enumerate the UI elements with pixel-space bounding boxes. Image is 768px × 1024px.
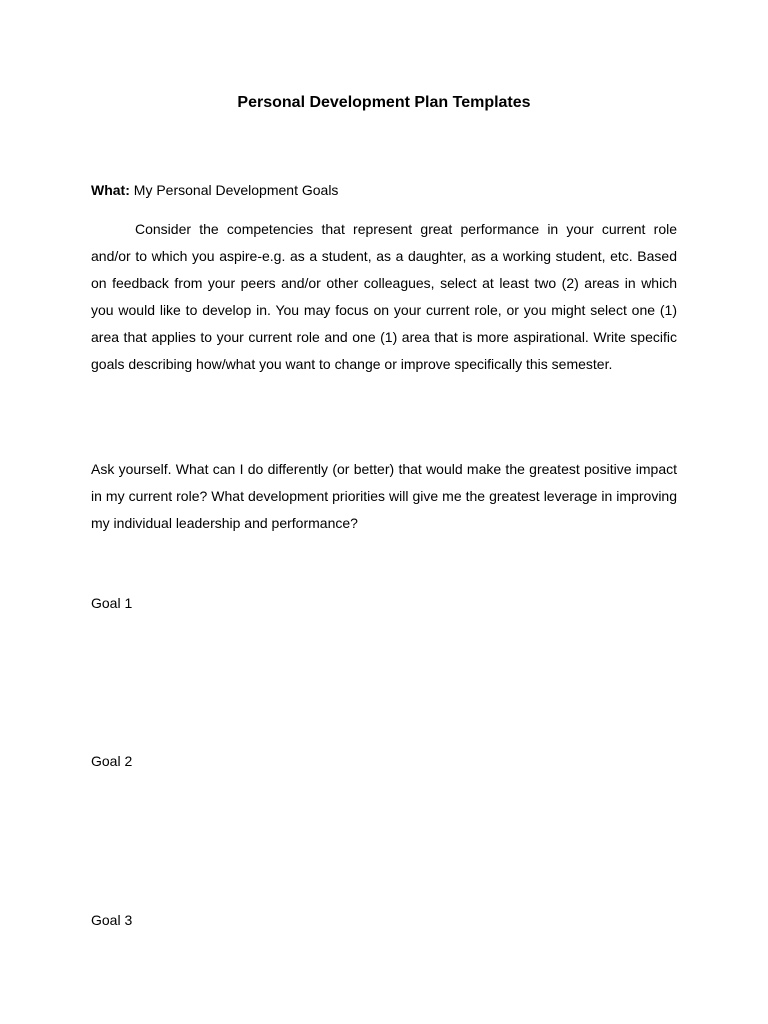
- ask-yourself-paragraph: Ask yourself. What can I do differently (or better) that would make the greatest positive impact in my current role? What development priorities will give me the greatest leverage in improving my individual leadership and performance?: [91, 461, 677, 531]
- document-title: Personal Development Plan Templates: [237, 94, 531, 111]
- what-value: My Personal Development Goals: [133, 182, 339, 198]
- goal-2-label: Goal 2: [91, 753, 133, 769]
- what-label: What:: [91, 182, 130, 198]
- what-line: [91, 180, 677, 200]
- goal-2-writing-area: [91, 776, 677, 886]
- goal-1-writing-area: [91, 618, 677, 728]
- instructions-paragraph: Consider the competencies that represent great performance in your current role and/or to which you aspire-e.g. as a student, as a daughter, as a working student, etc. Based on feedback from your peers and/or other colleagues, select at least two (2) areas in which you would like to develop in. You may focus on your current role, or you might select one (1) area that applies to your current role and one (1) area that is more aspirational. Write specific goals describing how/what you want to change or improve specifically this semester.: [91, 221, 677, 372]
- goal-1-label: Goal 1: [91, 595, 133, 611]
- goal-3-label: Goal 3: [91, 912, 133, 928]
